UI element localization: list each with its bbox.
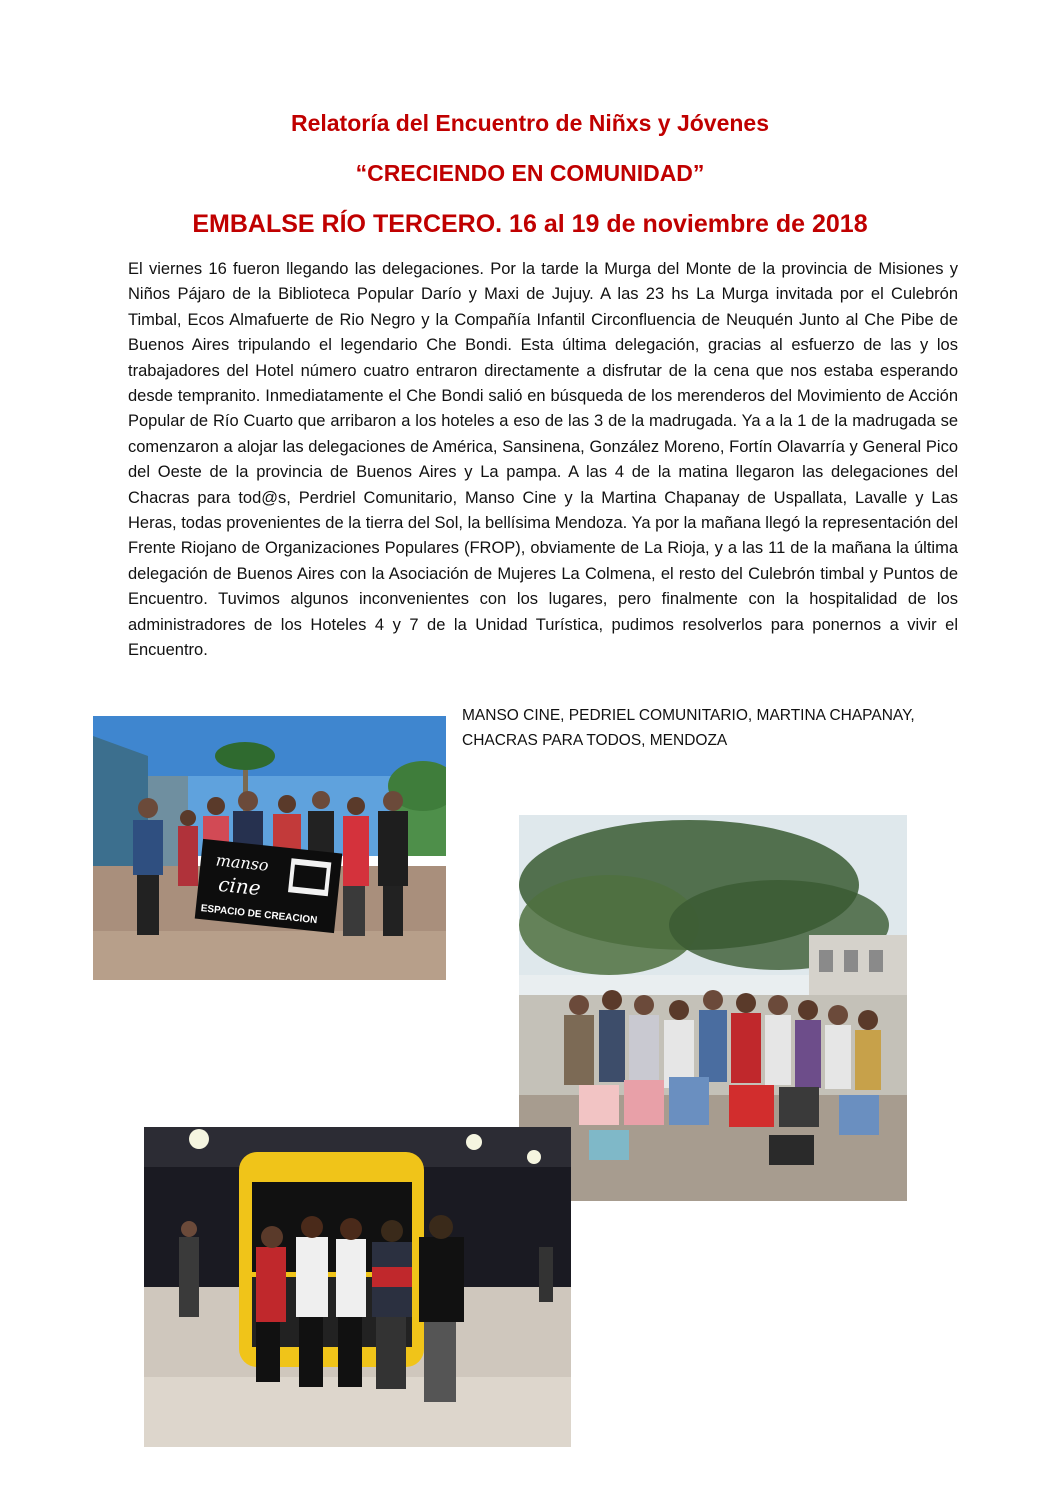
- banner-cine-text: cine: [217, 871, 262, 901]
- event-location-date: EMBALSE RÍO TERCERO. 16 al 19 de noviembre de 2018: [192, 210, 868, 238]
- caption-line-2: CHACRAS PARA TODOS, MENDOZA: [462, 732, 728, 749]
- banner-manso-text: manso: [214, 850, 270, 875]
- photo-manso-cine-group: [93, 716, 446, 980]
- event-name: “CRECIENDO EN COMUNIDAD”: [355, 160, 705, 186]
- document-title: Relatoría del Encuentro de Niñxs y Jóvenes: [290, 110, 770, 136]
- photo-caption: [462, 703, 982, 753]
- caption-line-1: MANSO CINE, PEDRIEL COMUNITARIO, MARTINA CHAPANAY,: [462, 707, 915, 724]
- photo-mendoza-group: [519, 815, 907, 1201]
- banner-creacion-text: ESPACIO DE CREACION: [200, 903, 318, 927]
- photo-bus-station-group: [144, 1127, 571, 1447]
- body-paragraph: El viernes 16 fueron llegando las delegaciones. Por la tarde la Murga del Monte de la provincia de Misiones y Niños Pájaro de la Biblioteca Popular Darío y Maxi de Jujuy. A las 23 hs La Murga invitada por el Culebrón Timbal, Ecos Almafuerte de Rio Negro y la Compañía Infantil Circonfluencia de Neuquén Junto al Che Pibe de Buenos Aires tripulando el legendario Che Bondi. Esta última delegación, gracias al esfuerzo de las y los trabajadores del Hotel número cuatro entraron directamente a disfrutar de la cena que nos estaba esperando desde tempranito. Inmediatamente el Che Bondi salió en búsqueda de los merenderos del Movimiento de Acción Popular de Río Cuarto que arribaron a los hoteles a eso de las 3 de la madrugada. Ya a la 1 de la madrugada se comenzaron a alojar las delegaciones de América, Sansinena, González Moreno, Fortín Olavarría y General Pico del Oeste de la provincia de Buenos Aires y La pampa. A las 4 de la matina llegaron las delegaciones del Chacras para tod@s, Perdriel Comunitario, Manso Cine y la Martina Chapanay de Uspallata, Lavalle y Las Heras, todas provenientes de la tierra del Sol, la bellísima Mendoza. Ya por la mañana llegó la representación del Frente Riojano de Organizaciones Populares (FROP), obviamente de La Rioja, y a las 11 de la mañana la última delegación de Buenos Aires con la Asociación de Mujeres La Colmena, el resto del Culebrón timbal y Puntos de Encuentro. Tuvimos algunos inconvenientes con los lugares, pero finalmente con la hospitalidad de los administradores de los Hoteles 4 y 7 de la Unidad Turística, pudimos resolverlos para ponernos a vivir el Encuentro.: [128, 260, 958, 660]
